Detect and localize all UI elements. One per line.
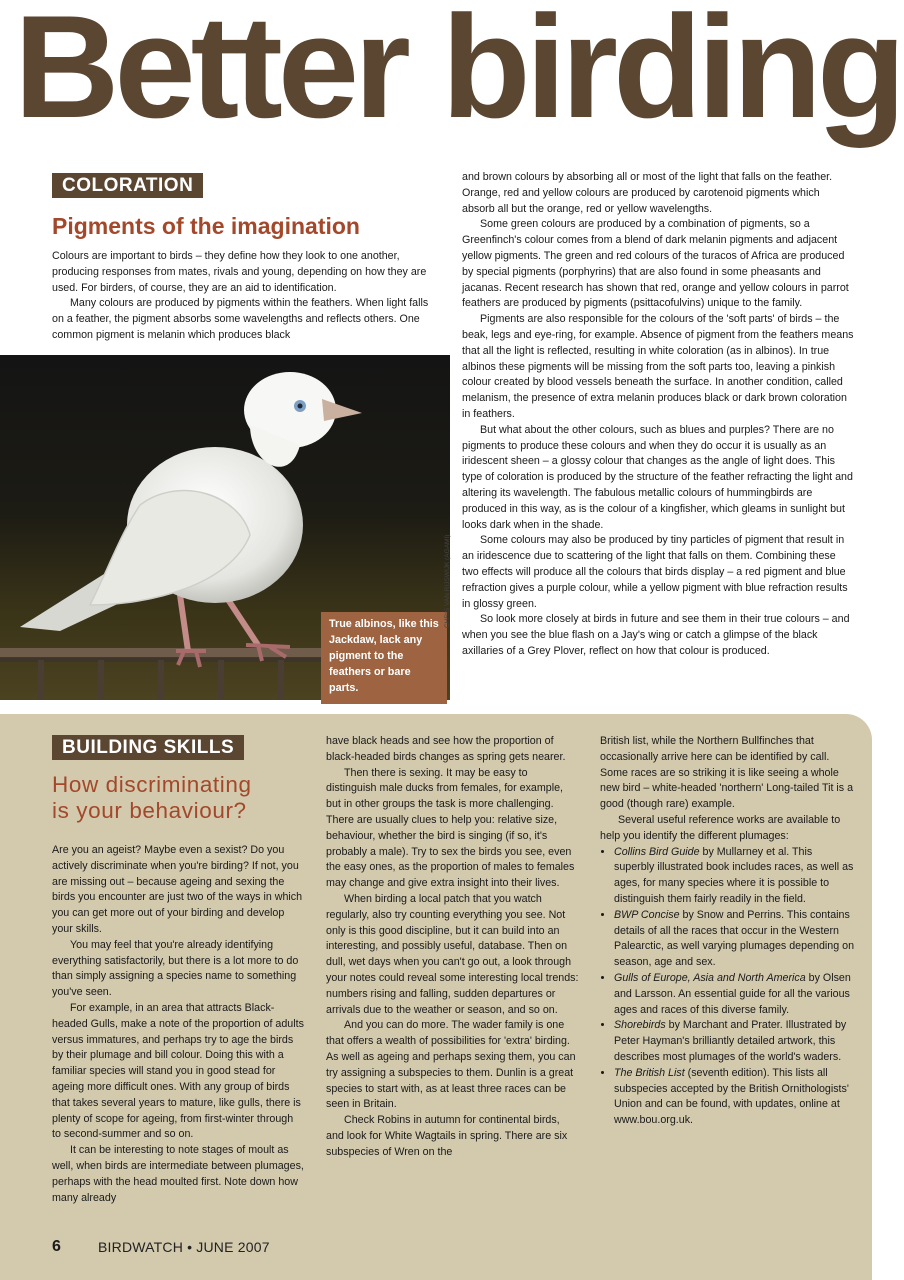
masthead-title: Better birding xyxy=(14,0,902,148)
coloration-tag: COLORATION xyxy=(52,173,203,198)
reference-list xyxy=(600,845,854,1129)
list-item xyxy=(614,1066,854,1129)
paragraph: Are you an ageist? Maybe even a sexist? Do you actively discriminate when you're birding? If not, you are missing out – because ageing and sexing the birds you encounter are just two of the ways in which you can get more out of your birding and develop your skills. xyxy=(52,844,303,935)
coloration-headline: Pigments of the imagination xyxy=(52,213,360,239)
book-desc: by Mullarney et al. This superbly illustrated book includes races, as well as ages, for many species where it is possible to distinguish them fairly readily in the field. xyxy=(614,845,854,905)
skills-col1 xyxy=(52,843,304,1206)
paragraph: And you can do more. The wader family is one that offers a wealth of possibilities for 'extra' birding. As well as ageing and perhaps sexing them, you can try assigning a subspecies to them. Dunlin is a great species to start with, as at least three races can be seen in Britain. xyxy=(326,1019,576,1111)
skills-col3 xyxy=(600,734,854,1129)
coloration-col1 xyxy=(52,249,430,344)
paragraph: Check Robins in autumn for continental birds, and look for White Wagtails in spring. There are six subspecies of Wren on the xyxy=(326,1114,568,1158)
skills-col2 xyxy=(326,734,580,1161)
paragraph: and brown colours by absorbing all or most of the light that falls on the feather. Orange, red and yellow colours are produced by carotenoid pigments which absorb all but the orange, red or yellow wavelengths. xyxy=(462,171,833,215)
paragraph: Some colours may also be produced by tiny particles of pigment that result in an iridescence due to scattering of the light that falls on them. Combining these two effects will produce all the colours that birds display – a red pigment and blue refraction gives a purple colour, while a yellow pigment with blue refraction results in glossy green. xyxy=(462,534,848,610)
photo-credit: CHRIS VAN RIJSWIJK (AGAMI) xyxy=(444,534,451,628)
paragraph: But what about the other colours, such as blues and purples? There are no pigments to produce these colours and when they do occur it is usually as an iridescent sheen – a glossy colour that changes as the angle of light does. This type of coloration is produced by the structure of the feather refracting the light and altering its wavelength. The fabulous metallic colours of hummingbirds are produced in this way, as is the colour of a kingfisher, which gleams in sunlight but looks dark when in the shade. xyxy=(462,423,853,531)
book-title: Shorebirds xyxy=(614,1019,666,1032)
paragraph: For example, in an area that attracts Black-headed Gulls, make a note of the proportion of adults versus immatures, and perhaps try to age the birds by their plumage and bill colour. Doing this with a familiar species will stand you in good stead for ageing more difficult ones. With any group of birds that takes several years to mature, like gulls, there is plenty of scope for ageing, from first-winter through to second-summer and so on. xyxy=(52,1001,304,1141)
list-item xyxy=(614,1018,854,1065)
book-desc: by Snow and Perrins. This contains details of all the races that occur in the Western Palearctic, as well varying plumages depending on season, age and sex. xyxy=(614,908,855,969)
list-item xyxy=(614,908,854,971)
paragraph: Many colours are produced by pigments within the feathers. When light falls on a feather, the pigment absorbs some wavelengths and reflects others. One common pigment is melanin which produces black xyxy=(52,297,429,341)
book-desc: by Marchant and Prater. Illustrated by Peter Hayman's brilliantly detailed artwork, this describes most plumages of the world's waders. xyxy=(614,1019,847,1063)
paragraph: Then there is sexing. It may be easy to distinguish male ducks from females, for example, but in other groups the task is more challenging. There are usually clues to help you: relative size, behaviour, whether the bird is singing (if so, it's probably a male). Try to sex the birds you see, even the easy ones, as the proportion of males to females may change and give extra insight into their lives. xyxy=(326,766,575,890)
paragraph: When birding a local patch that you watch regularly, also try counting everything you see. Not only is this good discipline, but it can build into an interesting, and possibly useful, database. Then on dull, wet days when you can't go out, a look through your notes could reveal some interesting local trends: numbers rising and falling, sudden departures or arrivals due to the weather or season, and so on. xyxy=(326,892,579,1016)
paragraph: have black heads and see how the proportion of black-headed birds changes as spring gets nearer. xyxy=(326,735,566,763)
building-skills-headline xyxy=(52,772,252,825)
photo-caption: True albinos, like this Jackdaw, lack any pigment to the feathers or bare parts. xyxy=(321,612,447,704)
paragraph: It can be interesting to note stages of moult as well, when birds are intermediate between plumages, perhaps with the head moulted first. Note down how many already xyxy=(52,1144,304,1204)
paragraph: British list, while the Northern Bullfinches that occasionally arrive here can be identified by call. Some races are so striking it is like seeing a whole new bird – white-headed 'northern' Long-tailed Tit is a good (though rare) example. xyxy=(600,735,854,811)
coloration-col2 xyxy=(462,170,854,660)
paragraph: Pigments are also responsible for the colours of the 'soft parts' of birds – the beak, legs and eye-ring, for example. Absence of pigment from the feathers means that all the light is reflected, resulting in white coloration (as in albinos). In true albinos these pigments will be missing from the soft parts too, leaving a pinkish colour created by blood vessels beneath the surface. In another condition, called melanism, the presence of extra melanin produces black or dark brown coloration in feathers. xyxy=(462,313,854,420)
paragraph: Some green colours are produced by a combination of pigments, so a Greenfinch's colour comes from a blend of dark melanin pigments and adjacent yellow pigments. The green and red colours of the turacos of Africa are produced by special pigments (porphyrins) that are also found in some pheasants and jacanas. Recent research has shown that red, orange and yellow colours in parrot feathers are produced by pigments (psittacofulvins) unique to the family. xyxy=(462,218,849,310)
book-desc: (seventh edition). This lists all subspecies accepted by the British Ornithologists' Union and can be found, with updates, online at www.bou.org.uk. xyxy=(614,1066,849,1127)
book-title: Gulls of Europe, Asia and North America xyxy=(614,971,806,984)
list-item xyxy=(614,971,854,1018)
page-number: 6 xyxy=(52,1238,61,1255)
paragraph: So look more closely at birds in future and see them in their true colours – and when you see the blue flash on a Jay's wing or catch a glimpse of the black axillaries of a Grey Plover, reflect on how that colour is produced. xyxy=(462,613,850,657)
paragraph: Colours are important to birds – they define how they look to one another, producing responses from mates, rivals and young, depending on how they are used. For birders, of course, they are an aid to identification. xyxy=(52,250,427,294)
list-item xyxy=(614,845,854,908)
publication-line: BIRDWATCH • JUNE 2007 xyxy=(98,1239,270,1255)
book-title: BWP Concise xyxy=(614,908,680,921)
headline-line: is your behaviour? xyxy=(52,798,247,824)
book-title: Collins Bird Guide xyxy=(614,845,700,858)
book-desc: by Olsen and Larsson. An essential guide for all the various ages and races of this diverse family. xyxy=(614,971,851,1016)
paragraph: You may feel that you're already identifying everything satisfactorily, but there is a lot more to do than simply assigning a species name to something you've seen. xyxy=(52,938,299,999)
book-title: The British List xyxy=(614,1066,685,1079)
headline-line: How discriminating xyxy=(52,772,252,797)
building-skills-tag: BUILDING SKILLS xyxy=(52,735,244,760)
paragraph: Several useful reference works are available to help you identify the different plumages: xyxy=(600,813,841,842)
